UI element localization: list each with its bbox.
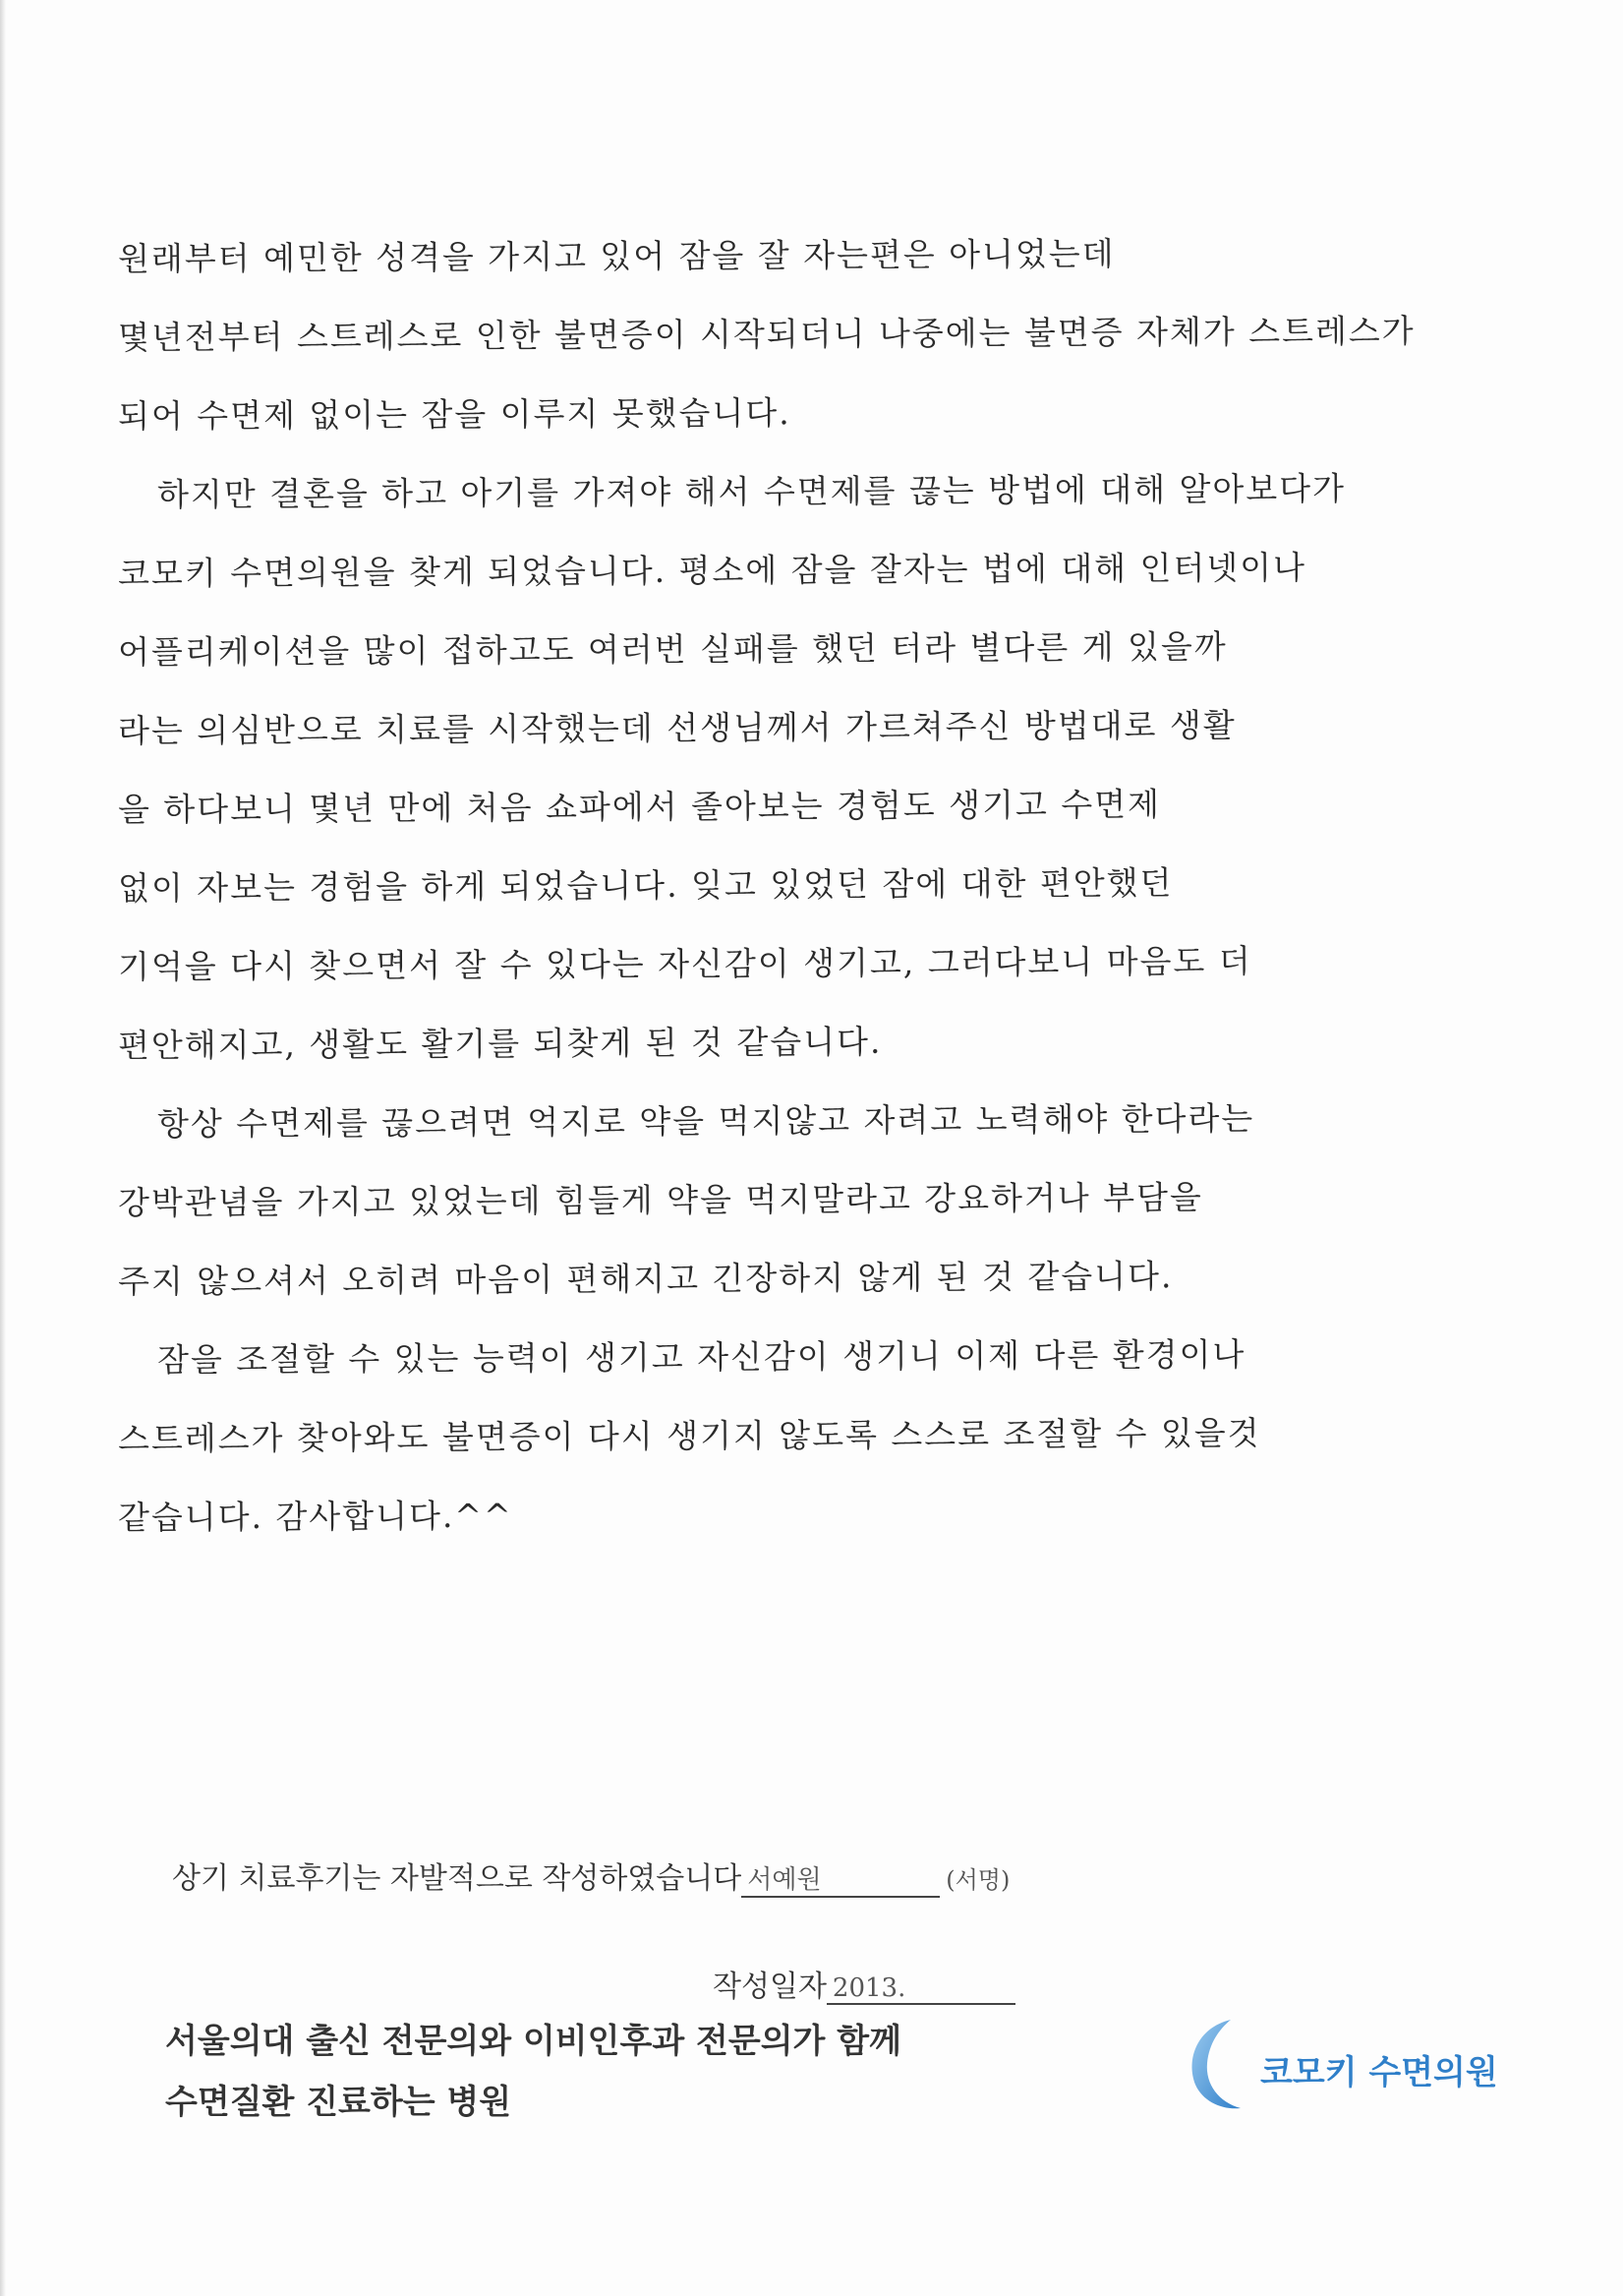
tagline-line-1: 서울의대 출신 전문의와 이비인후과 전문의가 함께 (165, 2022, 901, 2061)
letter-line: 없이 자보는 경험을 하게 되었습니다. 잊고 있었던 잠에 대한 편안했던 (117, 863, 1174, 908)
scan-edge-shadow (0, 0, 6, 2296)
clinic-logo (1180, 2016, 1514, 2114)
signature-text: 서예원 (747, 1865, 822, 1895)
letter-line: 주지 않으셔서 오히려 마음이 편해지고 긴장하지 않게 된 것 같습니다. (117, 1257, 1174, 1301)
tagline-line-2: 수면질환 진료하는 병원 (165, 2083, 512, 2122)
letter-line: 스트레스가 찾아와도 불면증이 다시 생기지 않도록 스스로 조절할 수 있을것 (117, 1413, 1261, 1458)
letter-line: 어플리케이션을 많이 접하고도 여러번 실패를 했던 터라 별다른 게 있을까 (117, 626, 1228, 672)
letter-line: 잠을 조절할 수 있는 능력이 생기고 자신감이 생기니 이제 다른 환경이나 (156, 1334, 1246, 1380)
handwritten-letter (118, 216, 1524, 1554)
letter-line: 같습니다. 감사합니다.^^ (117, 1496, 513, 1537)
letter-line: 라는 의심반으로 치료를 시작했는데 선생님께서 가르쳐주신 방법대로 생활 (117, 705, 1237, 750)
date-value: 2013. (832, 1973, 906, 2003)
signature-mark: (서명) (946, 1866, 1011, 1894)
letter-line: 강박관념을 가지고 있었는데 힘들게 약을 먹지말라고 강요하거나 부담을 (117, 1177, 1203, 1222)
logo-text: 코모키 수면의원 (1260, 2053, 1498, 2092)
date-field (827, 1973, 1015, 2005)
letter-line: 코모키 수면의원을 찾게 되었습니다. 평소에 잠을 잘자는 법에 대해 인터넷이나 (117, 548, 1307, 593)
letter-line: 되어 수면제 없이는 잠을 이루지 못했습니다. (117, 393, 791, 436)
crescent-moon-icon (1180, 2016, 1258, 2114)
statement-text: 상기 치료후기는 자발적으로 작성하였습니다 (172, 1861, 742, 1896)
date-label: 작성일자 (713, 1970, 827, 2004)
letter-line: 항상 수면제를 끊으려면 억지로 약을 먹지않고 자려고 노력해야 한다라는 (156, 1098, 1255, 1144)
letter-line: 원래부터 예민한 성격을 가지고 있어 잠을 잘 자는편은 아니었는데 (117, 234, 1116, 278)
signature-field (741, 1859, 940, 1898)
voluntary-statement (172, 1854, 1010, 1898)
clinic-tagline (165, 2011, 901, 2133)
date-row (713, 1962, 1015, 2005)
letter-line: 기억을 다시 찾으면서 잘 수 있다는 자신감이 생기고, 그러다보니 마음도 더 (117, 941, 1252, 986)
letter-line: 편안해지고, 생활도 활기를 되찾게 된 것 같습니다. (117, 1022, 883, 1065)
letter-line: 을 하다보니 몇년 만에 처음 쇼파에서 졸아보는 경험도 생기고 수면제 (117, 785, 1162, 829)
letter-line: 하지만 결혼을 하고 아기를 가져야 해서 수면제를 끊는 방법에 대해 알아보다가 (156, 469, 1347, 514)
letter-line: 몇년전부터 스트레스로 인한 불면증이 시작되더니 나중에는 불면증 자체가 스트레스가 (117, 311, 1416, 357)
